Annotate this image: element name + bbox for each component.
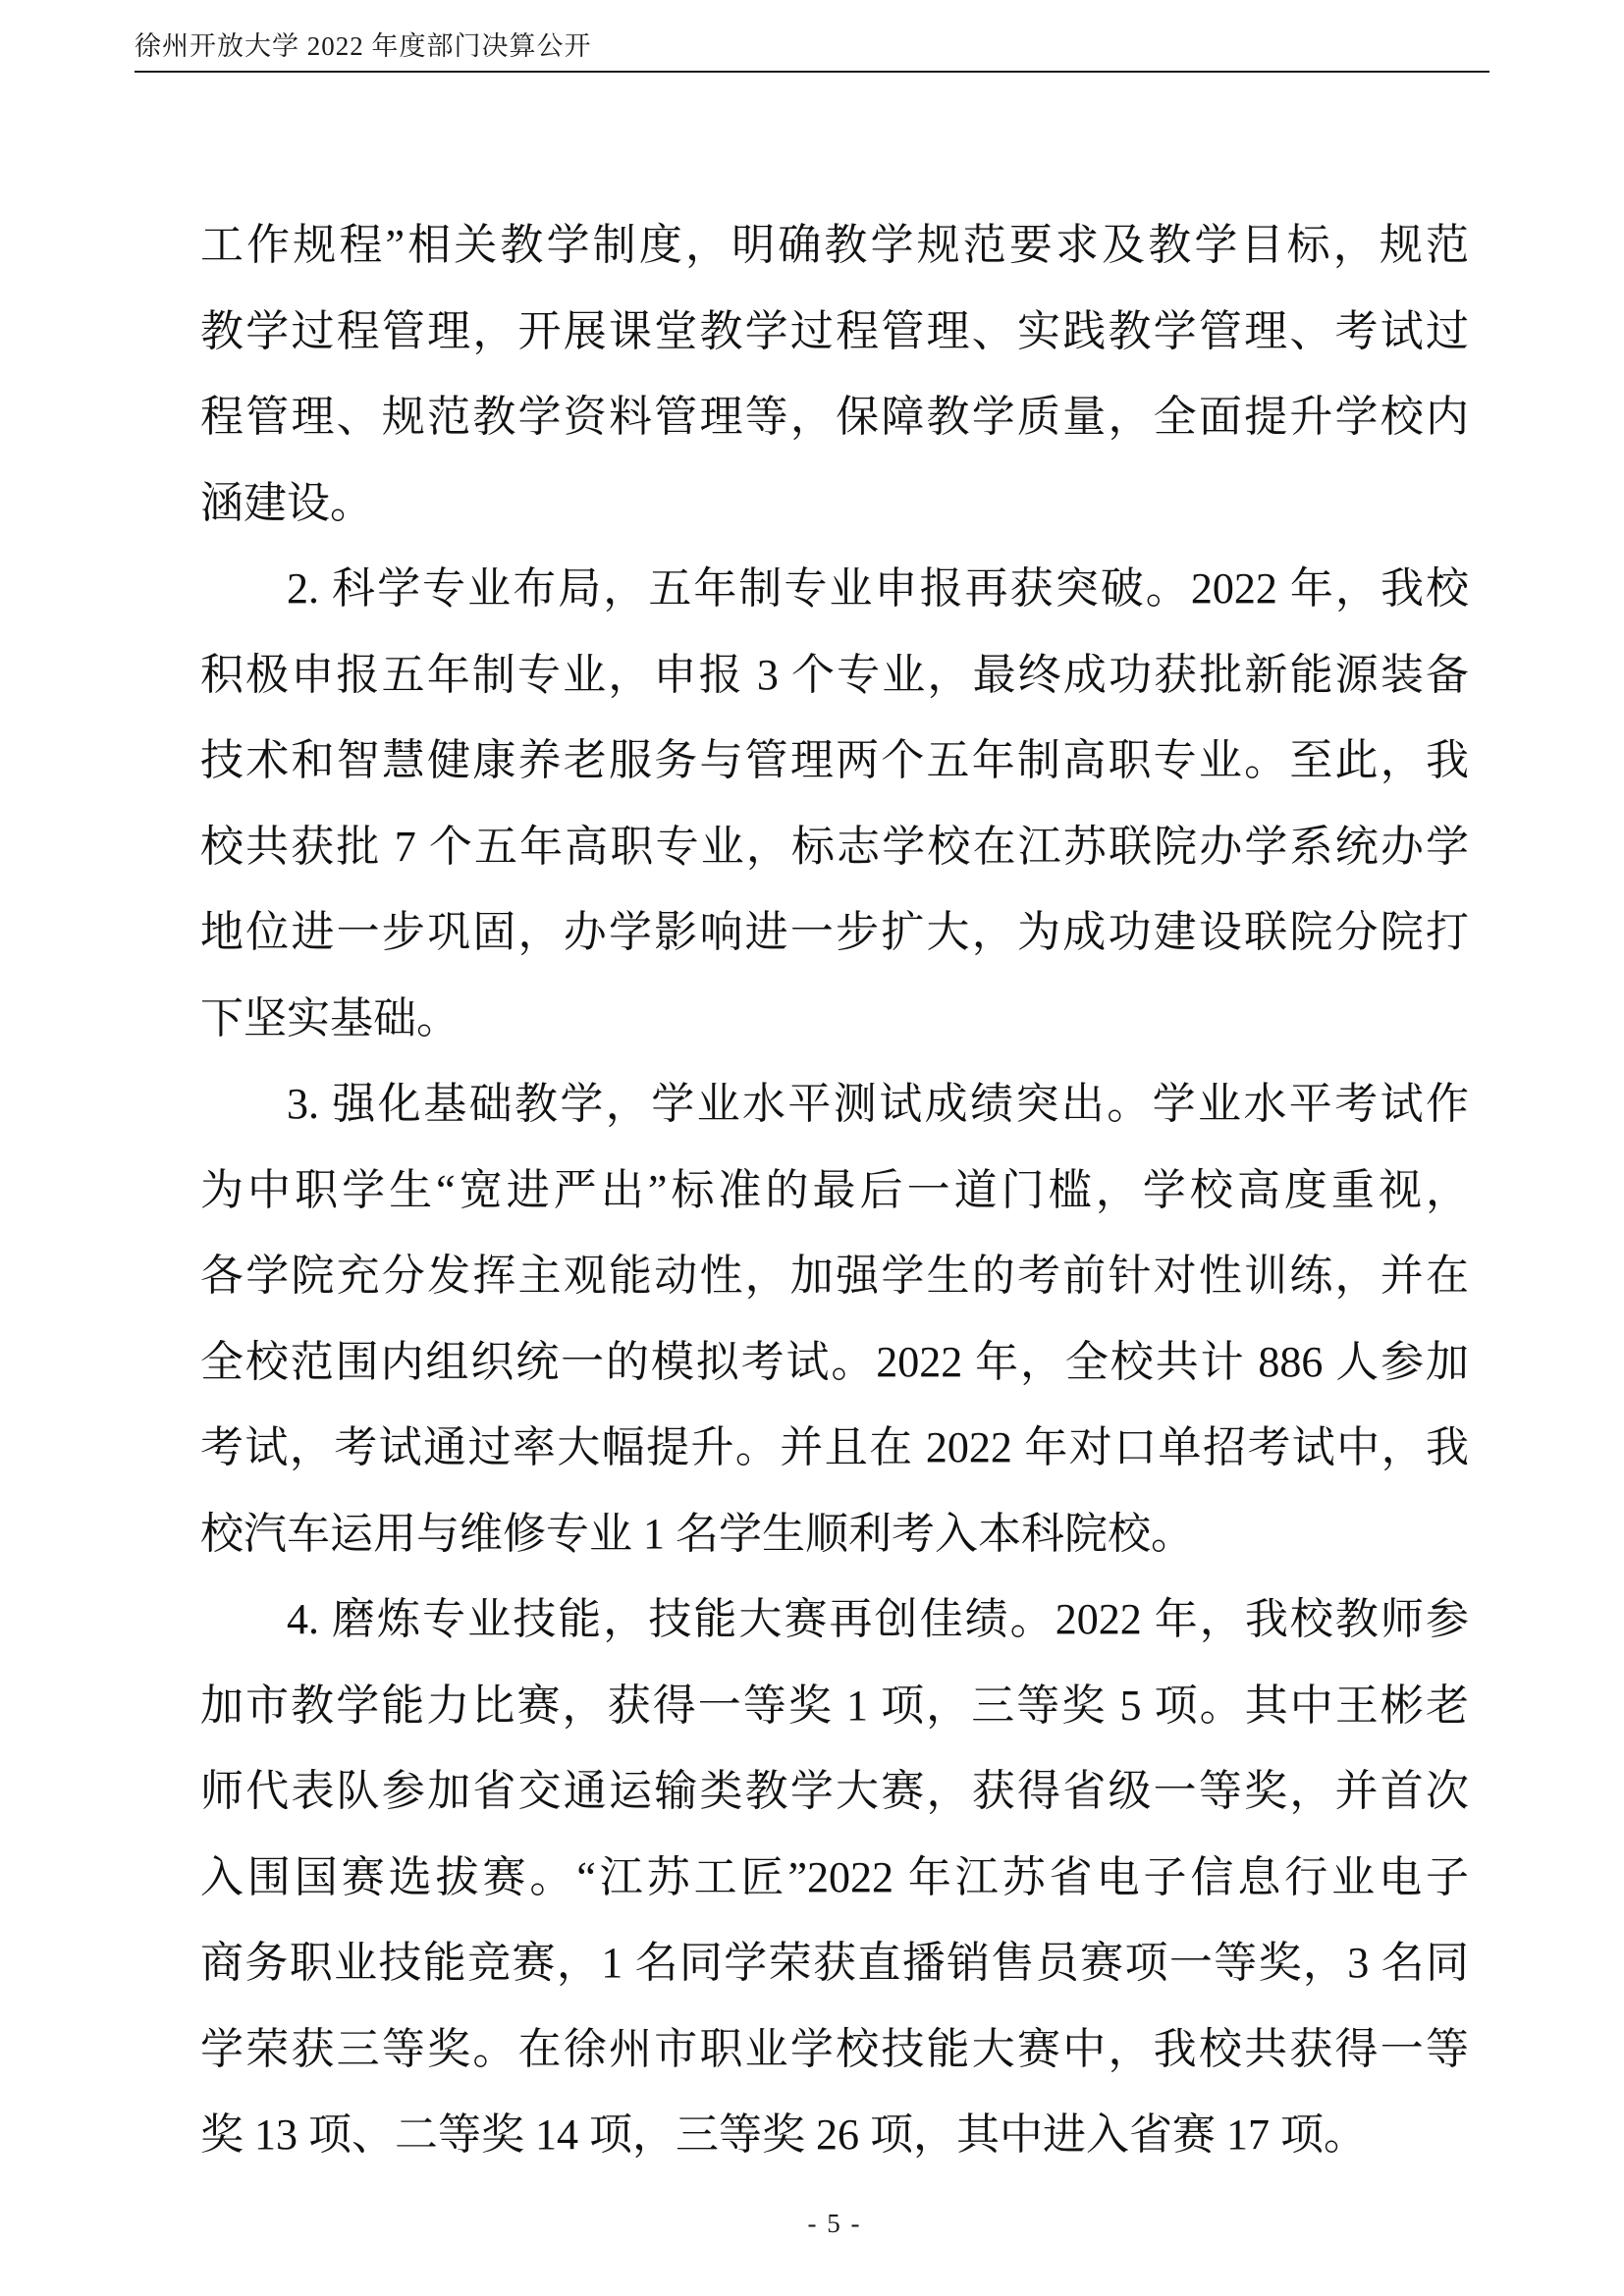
text-line: 教学过程管理，开展课堂教学过程管理、实践教学管理、考试过	[200, 306, 1469, 355]
text-line: 工作规程”相关教学制度，明确教学规范要求及教学目标，规范	[200, 221, 1469, 269]
text-line: 全校范围内组织统一的模拟考试。2022 年，全校共计 886 人参加	[200, 1337, 1469, 1386]
text-line: 师代表队参加省交通运输类教学大赛，获得省级一等奖，并首次	[200, 1767, 1469, 1815]
text-line: 涵建设。	[200, 478, 373, 527]
page-number: - 5 -	[807, 2209, 862, 2238]
text-line: 入围国赛选拔赛。“江苏工匠”2022 年江苏省电子信息行业电子	[200, 1852, 1469, 1901]
text-line: 商务职业技能竞赛，1 名同学荣获直播销售员赛项一等奖，3 名同	[200, 1939, 1469, 1987]
text-line: 校汽车运用与维修专业 1 名学生顺利考入本科院校。	[200, 1509, 1194, 1558]
text-line: 积极申报五年制专业，申报 3 个专业，最终成功获批新能源装备	[200, 650, 1469, 699]
document-body	[200, 202, 1469, 2178]
text-line: 学荣获三等奖。在徐州市职业学校技能大赛中，我校共获得一等	[200, 2024, 1469, 2073]
text-line: 程管理、规范教学资料管理等，保障教学质量，全面提升学校内	[200, 393, 1469, 441]
text-line: 技术和智慧健康养老服务与管理两个五年制高职专业。至此，我	[200, 736, 1469, 784]
text-line: 校共获批 7 个五年高职专业，标志学校在江苏联院办学系统办学	[200, 822, 1469, 871]
header-title: 徐州开放大学 2022 年度部门决算公开	[135, 31, 592, 61]
text-line: 考试，考试通过率大幅提升。并且在 2022 年对口单招考试中，我	[200, 1423, 1469, 1471]
text-line: 地位进一步巩固，办学影响进一步扩大，为成功建设联院分院打	[200, 908, 1469, 956]
page-header	[135, 29, 1489, 73]
text-line: 奖 13 项、二等奖 14 项，三等奖 26 项，其中进入省赛 17 项。	[200, 2110, 1367, 2159]
text-line: 3. 强化基础教学，学业水平测试成绩突出。学业水平考试作	[287, 1080, 1469, 1128]
text-line: 4. 磨炼专业技能，技能大赛再创佳绩。2022 年，我校教师参	[287, 1595, 1469, 1643]
text-line: 下坚实基础。	[200, 993, 460, 1042]
text-line: 各学院充分发挥主观能动性，加强学生的考前针对性训练，并在	[200, 1252, 1469, 1300]
text-line: 为中职学生“宽进严出”标准的最后一道门槛，学校高度重视，	[200, 1165, 1469, 1214]
text-line: 加市教学能力比赛，获得一等奖 1 项，三等奖 5 项。其中王彬老	[200, 1681, 1469, 1730]
text-line: 2. 科学专业布局，五年制专业申报再获突破。2022 年，我校	[287, 564, 1469, 613]
